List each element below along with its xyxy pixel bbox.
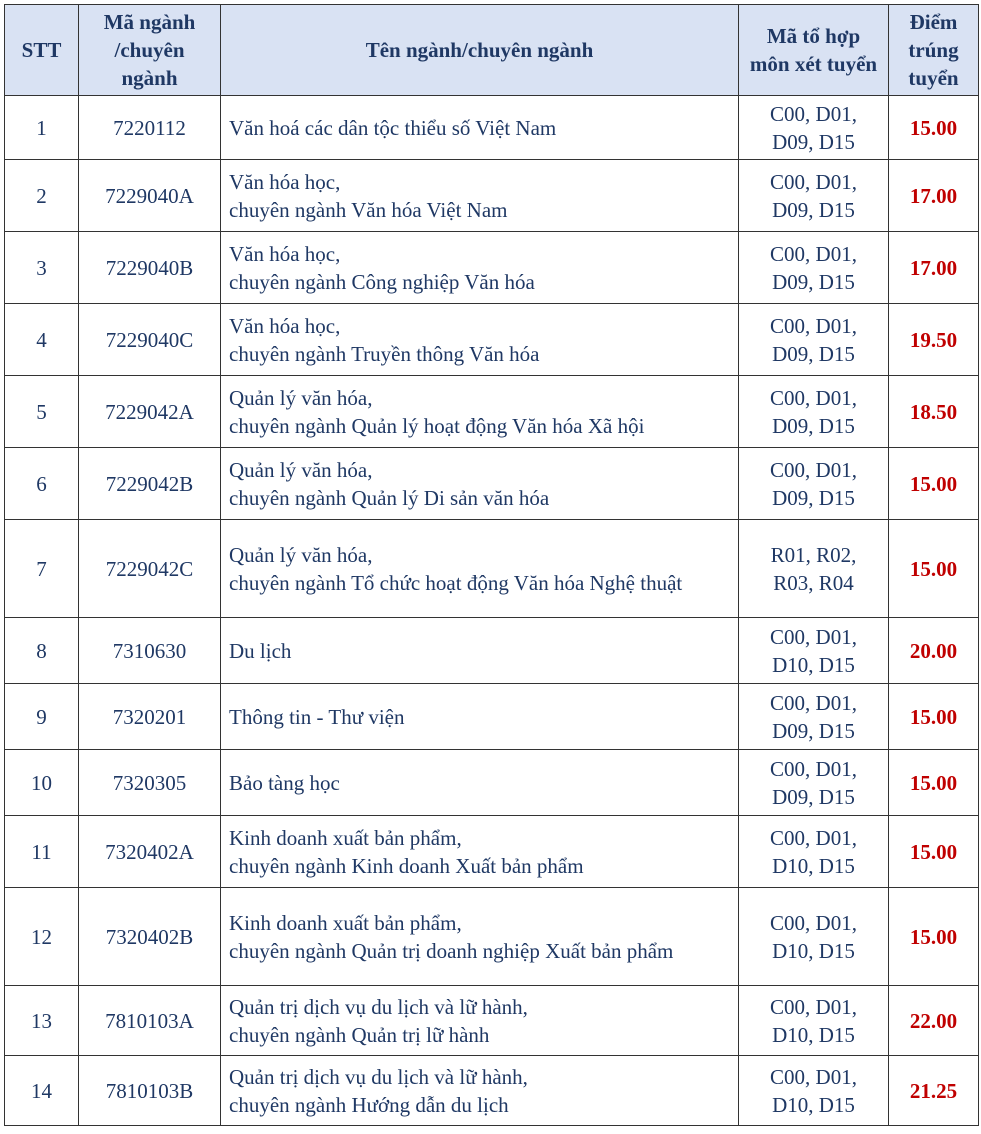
subject-combo-line: C00, D01, bbox=[770, 624, 857, 649]
row-major-name bbox=[221, 232, 739, 304]
row-subject-combo bbox=[739, 376, 889, 448]
admission-score-table bbox=[4, 4, 979, 1126]
row-major-code: 7320201 bbox=[79, 684, 221, 750]
subject-combo-line: D09, D15 bbox=[772, 718, 855, 743]
row-subject-combo bbox=[739, 750, 889, 816]
major-name-line: chuyên ngành Tổ chức hoạt động Văn hóa Nghệ thuật bbox=[229, 570, 683, 595]
header-row bbox=[5, 5, 979, 96]
subject-combo-line: R03, R04 bbox=[773, 570, 854, 595]
major-name-line: chuyên ngành Truyền thông Văn hóa bbox=[229, 341, 540, 366]
row-major-code: 7229040B bbox=[79, 232, 221, 304]
row-major-name bbox=[221, 684, 739, 750]
table-row bbox=[5, 232, 979, 304]
row-score: 21.25 bbox=[889, 1056, 979, 1126]
subject-combo-line: D09, D15 bbox=[772, 413, 855, 438]
row-score: 15.00 bbox=[889, 520, 979, 618]
row-subject-combo bbox=[739, 160, 889, 232]
table-row bbox=[5, 520, 979, 618]
row-subject-combo bbox=[739, 448, 889, 520]
table-row bbox=[5, 888, 979, 986]
major-name-line: chuyên ngành Quản lý Di sản văn hóa bbox=[229, 485, 550, 510]
row-major-name bbox=[221, 304, 739, 376]
table-row bbox=[5, 376, 979, 448]
subject-combo-line: D09, D15 bbox=[772, 129, 855, 154]
subject-combo-line: C00, D01, bbox=[770, 313, 857, 338]
row-subject-combo bbox=[739, 520, 889, 618]
row-score: 17.00 bbox=[889, 232, 979, 304]
table-body bbox=[5, 96, 979, 1126]
major-name-line: Quản trị dịch vụ du lịch và lữ hành, bbox=[229, 994, 528, 1019]
row-stt: 7 bbox=[5, 520, 79, 618]
subject-combo-line: C00, D01, bbox=[770, 457, 857, 482]
row-subject-combo bbox=[739, 304, 889, 376]
row-score: 15.00 bbox=[889, 684, 979, 750]
header-score-line: Điểm bbox=[909, 10, 958, 34]
table-row bbox=[5, 304, 979, 376]
header-score bbox=[889, 5, 979, 96]
row-subject-combo bbox=[739, 96, 889, 160]
subject-combo-line: C00, D01, bbox=[770, 690, 857, 715]
subject-combo-line: D10, D15 bbox=[772, 652, 855, 677]
row-stt: 6 bbox=[5, 448, 79, 520]
row-major-name bbox=[221, 160, 739, 232]
row-major-code: 7310630 bbox=[79, 618, 221, 684]
table-row bbox=[5, 816, 979, 888]
header-combo-line: môn xét tuyển bbox=[749, 52, 878, 76]
row-major-name bbox=[221, 1056, 739, 1126]
header-code bbox=[79, 5, 221, 96]
row-stt: 9 bbox=[5, 684, 79, 750]
table-row bbox=[5, 750, 979, 816]
major-name-line: Văn hóa học, bbox=[229, 313, 341, 338]
row-stt: 14 bbox=[5, 1056, 79, 1126]
subject-combo-line: C00, D01, bbox=[770, 385, 857, 410]
row-major-code: 7810103A bbox=[79, 986, 221, 1056]
subject-combo-line: D10, D15 bbox=[772, 853, 855, 878]
row-subject-combo bbox=[739, 232, 889, 304]
table-row bbox=[5, 160, 979, 232]
row-major-name bbox=[221, 888, 739, 986]
major-name-line: chuyên ngành Quản trị doanh nghiệp Xuất bản phẩm bbox=[229, 938, 674, 963]
row-stt: 2 bbox=[5, 160, 79, 232]
row-subject-combo bbox=[739, 986, 889, 1056]
row-major-name bbox=[221, 618, 739, 684]
major-name-line: Du lịch bbox=[229, 638, 292, 663]
row-stt: 8 bbox=[5, 618, 79, 684]
row-score: 15.00 bbox=[889, 448, 979, 520]
row-major-name bbox=[221, 96, 739, 160]
subject-combo-line: D09, D15 bbox=[772, 485, 855, 510]
row-major-name bbox=[221, 520, 739, 618]
header-name: Tên ngành/chuyên ngành bbox=[221, 5, 739, 96]
header-code-line: Mã ngành bbox=[103, 10, 196, 34]
row-major-code: 7229042B bbox=[79, 448, 221, 520]
row-score: 15.00 bbox=[889, 888, 979, 986]
major-name-line: Quản lý văn hóa, bbox=[229, 542, 373, 567]
row-subject-combo bbox=[739, 618, 889, 684]
row-major-code: 7320402B bbox=[79, 888, 221, 986]
major-name-line: Bảo tàng học bbox=[229, 770, 340, 795]
major-name-line: chuyên ngành Quản trị lữ hành bbox=[229, 1022, 490, 1047]
row-subject-combo bbox=[739, 684, 889, 750]
major-name-line: chuyên ngành Kinh doanh Xuất bản phẩm bbox=[229, 853, 584, 878]
row-stt: 11 bbox=[5, 816, 79, 888]
row-stt: 5 bbox=[5, 376, 79, 448]
header-stt: STT bbox=[5, 5, 79, 96]
major-name-line: chuyên ngành Văn hóa Việt Nam bbox=[229, 197, 508, 222]
major-name-line: Văn hóa học, bbox=[229, 169, 341, 194]
table-row bbox=[5, 1056, 979, 1126]
subject-combo-line: D09, D15 bbox=[772, 341, 855, 366]
row-score: 15.00 bbox=[889, 750, 979, 816]
row-major-name bbox=[221, 376, 739, 448]
major-name-line: Quản lý văn hóa, bbox=[229, 385, 373, 410]
row-subject-combo bbox=[739, 888, 889, 986]
row-subject-combo bbox=[739, 1056, 889, 1126]
table-header bbox=[5, 5, 979, 96]
header-code-line: /chuyên bbox=[114, 38, 185, 62]
row-stt: 1 bbox=[5, 96, 79, 160]
header-combo-line: Mã tổ hợp bbox=[766, 24, 861, 48]
subject-combo-line: C00, D01, bbox=[770, 1064, 857, 1089]
row-major-code: 7810103B bbox=[79, 1056, 221, 1126]
subject-combo-line: C00, D01, bbox=[770, 825, 857, 850]
header-code-line: ngành bbox=[121, 66, 178, 90]
row-major-code: 7220112 bbox=[79, 96, 221, 160]
table-row bbox=[5, 684, 979, 750]
subject-combo-line: C00, D01, bbox=[770, 241, 857, 266]
table-row bbox=[5, 618, 979, 684]
row-major-name bbox=[221, 750, 739, 816]
major-name-line: Văn hoá các dân tộc thiểu số Việt Nam bbox=[229, 115, 557, 140]
row-major-code: 7229042A bbox=[79, 376, 221, 448]
subject-combo-line: C00, D01, bbox=[770, 910, 857, 935]
row-stt: 4 bbox=[5, 304, 79, 376]
major-name-line: Quản trị dịch vụ du lịch và lữ hành, bbox=[229, 1064, 528, 1089]
major-name-line: chuyên ngành Hướng dẫn du lịch bbox=[229, 1092, 509, 1117]
major-name-line: Kinh doanh xuất bản phẩm, bbox=[229, 825, 462, 850]
row-stt: 10 bbox=[5, 750, 79, 816]
row-score: 17.00 bbox=[889, 160, 979, 232]
row-score: 22.00 bbox=[889, 986, 979, 1056]
major-name-line: Thông tin - Thư viện bbox=[229, 704, 405, 729]
subject-combo-line: D09, D15 bbox=[772, 197, 855, 222]
major-name-line: chuyên ngành Quản lý hoạt động Văn hóa Xã hội bbox=[229, 413, 645, 438]
table-row bbox=[5, 96, 979, 160]
major-name-line: Văn hóa học, bbox=[229, 241, 341, 266]
major-name-line: chuyên ngành Công nghiệp Văn hóa bbox=[229, 269, 535, 294]
subject-combo-line: C00, D01, bbox=[770, 169, 857, 194]
subject-combo-line: C00, D01, bbox=[770, 756, 857, 781]
subject-combo-line: R01, R02, bbox=[770, 542, 857, 567]
row-major-code: 7320402A bbox=[79, 816, 221, 888]
subject-combo-line: C00, D01, bbox=[770, 101, 857, 126]
header-score-line: trúng bbox=[908, 38, 959, 62]
subject-combo-line: D10, D15 bbox=[772, 938, 855, 963]
row-score: 15.00 bbox=[889, 816, 979, 888]
major-name-line: Kinh doanh xuất bản phẩm, bbox=[229, 910, 462, 935]
row-major-code: 7229040C bbox=[79, 304, 221, 376]
table-row bbox=[5, 986, 979, 1056]
row-major-code: 7320305 bbox=[79, 750, 221, 816]
subject-combo-line: D09, D15 bbox=[772, 269, 855, 294]
row-stt: 13 bbox=[5, 986, 79, 1056]
table-row bbox=[5, 448, 979, 520]
subject-combo-line: C00, D01, bbox=[770, 994, 857, 1019]
row-major-name bbox=[221, 816, 739, 888]
row-major-name bbox=[221, 986, 739, 1056]
subject-combo-line: D10, D15 bbox=[772, 1022, 855, 1047]
header-score-line: tuyển bbox=[908, 66, 959, 90]
row-major-code: 7229042C bbox=[79, 520, 221, 618]
row-major-code: 7229040A bbox=[79, 160, 221, 232]
row-stt: 3 bbox=[5, 232, 79, 304]
subject-combo-line: D09, D15 bbox=[772, 784, 855, 809]
row-score: 19.50 bbox=[889, 304, 979, 376]
row-score: 18.50 bbox=[889, 376, 979, 448]
row-score: 15.00 bbox=[889, 96, 979, 160]
row-major-name bbox=[221, 448, 739, 520]
subject-combo-line: D10, D15 bbox=[772, 1092, 855, 1117]
header-combo bbox=[739, 5, 889, 96]
row-score: 20.00 bbox=[889, 618, 979, 684]
major-name-line: Quản lý văn hóa, bbox=[229, 457, 373, 482]
row-subject-combo bbox=[739, 816, 889, 888]
row-stt: 12 bbox=[5, 888, 79, 986]
